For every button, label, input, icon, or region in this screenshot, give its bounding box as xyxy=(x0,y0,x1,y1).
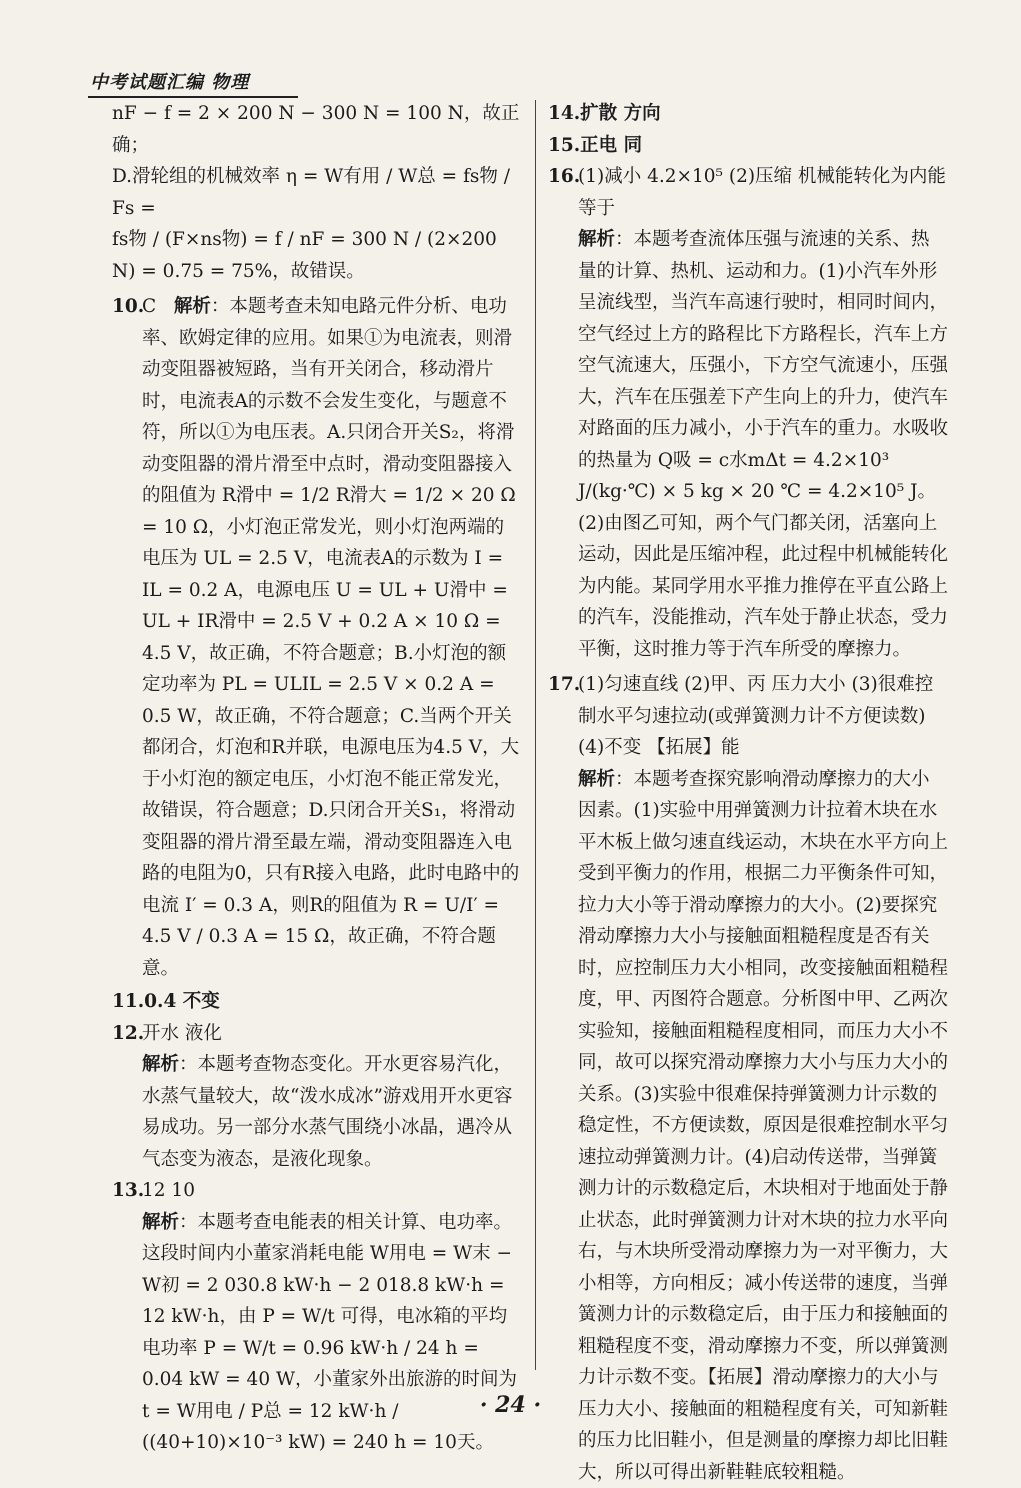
question-16 xyxy=(548,161,948,665)
q16-number: 16. xyxy=(548,166,581,187)
q12-analysis-label: 解析 xyxy=(142,1054,180,1075)
q10-number: 10. xyxy=(112,296,145,317)
q13-analysis-text: ：本题考查电能表的相关计算、电功率。这段时间内小董家消耗电能 W用电 = W末 − W初 = 2 030.8 kW·h − 2 018.8 kW·h = 12 kW·h，由 P = W/t 可得，电冰箱的平均电功率 P = W/t = 0.96 kW·h / 24 h = 0.04 kW = 40 W，小董家外出旅游的时间为 t = W用电 / P总 = 12 kW·h / ((40+10)×10⁻³ kW) = 240 h = 10天。 xyxy=(142,1211,517,1453)
line-p2: D.滑轮组的机械效率 η = W有用 / W总 = fs物 / Fs = xyxy=(112,166,511,219)
q17-number: 17. xyxy=(548,674,581,695)
q13-answer: 12 10 xyxy=(142,1180,195,1201)
column-divider xyxy=(535,100,536,1370)
q10-analysis-text: ：本题考查未知电路元件分析、电功率、欧姆定律的应用。如果①为电流表，则滑动变阻器被短路，当有开关闭合，移动滑片时，电流表A的示数不会发生变化，与题意不符，所以①为电压表。A.只闭合开关S₂，将滑动变阻器的滑片滑至中点时，滑动变阻器接入的阻值为 R滑中 = 1/2 R滑大 = 1/2 × 20 Ω = 10 Ω，小灯泡正常发光，则小灯泡两端的电压为 UL = 2.5 V，电流表A的示数为 I = IL = 0.2 A，电源电压 U = UL + U滑中 = UL + IR滑中 = 2.5 V + 0.2 A × 10 Ω = 4.5 V，故正确，不符合题意；B.小灯泡的额定功率为 PL = ULIL = 2.5 V × 0.2 A = 0.5 W，故正确，不符合题意；C.当两个开关都闭合，灯泡和R并联，电源电压为4.5 V，大于小灯泡的额定电压，小灯泡不能正常发光，故错误，符合题意；D.只闭合开关S₁，将滑动变阻器的滑片滑至最左端，滑动变阻器连入电路的电阻为0，只有R接入电路，此时电路中的电流 I′ = 0.3 A，则R的阻值为 R = U/I′ = 4.5 V / 0.3 A = 15 Ω，故正确，不符合题意。 xyxy=(142,296,520,979)
question-14: 14.扩散 方向 xyxy=(548,103,661,124)
q12-answer: 开水 液化 xyxy=(142,1022,222,1044)
page-header: 中考试题汇编 物理 xyxy=(90,72,250,93)
q10-analysis-label: 解析 xyxy=(173,296,211,317)
question-11 xyxy=(112,986,522,1018)
page-number: · 24 · xyxy=(479,1392,542,1418)
line-p3: fs物 / (F×ns物) = f / nF = 300 N / (2×200 N) = 0.75 = 75%，故错误。 xyxy=(112,229,497,282)
line-p1: nF − f = 2 × 200 N − 300 N = 100 N，故正确； xyxy=(112,103,520,156)
q13-number: 13. xyxy=(112,1180,145,1201)
question-15: 15.正电 同 xyxy=(548,134,643,156)
q16-analysis-label: 解析 xyxy=(578,229,616,250)
left-column xyxy=(112,98,522,1459)
question-17 xyxy=(548,669,948,1488)
q16-answer: (1)减小 4.2×10⁵ (2)压缩 机械能转化为内能 等于 xyxy=(578,166,946,219)
right-column xyxy=(548,98,948,1488)
q12-number: 12. xyxy=(112,1022,145,1044)
question-12 xyxy=(112,1018,522,1176)
q13-analysis-label: 解析 xyxy=(142,1211,180,1233)
question-10 xyxy=(112,291,522,984)
q17-answer: (1)匀速直线 (2)甲、丙 压力大小 (3)很难控制水平匀速拉动(或弹簧测力计不方便读数) (4)不变 【拓展】能 xyxy=(578,674,934,758)
q11-line: 11.0.4 不变 xyxy=(112,991,220,1012)
q10-answer: C xyxy=(142,296,157,317)
q17-analysis-label: 解析 xyxy=(578,768,616,790)
q12-analysis-text: ：本题考查物态变化。开水更容易汽化，水蒸气量较大，故“泼水成冰”游戏用开水更容易成功。另一部分水蒸气围绕小冰晶，遇冷从气态变为液态，是液化现象。 xyxy=(142,1054,513,1170)
q17-analysis-text: ：本题考查探究影响滑动摩擦力的大小因素。(1)实验中用弹簧测力计拉着木块在水平木板上做匀速直线运动，木块在水平方向上受到平衡力的作用，根据二力平衡条件可知，拉力大小等于滑动摩擦力的大小。(2)要探究滑动摩擦力大小与接触面粗糙程度是否有关时，应控制压力大小相同，改变接触面粗糙程度，甲、丙图符合题意。分析图中甲、乙两次实验知，接触面粗糙程度相同，而压力大小不同，故可以探究滑动摩擦力大小与压力大小的关系。(3)实验中很难保持弹簧测力计示数的稳定性，不方便读数，原因是很难控制水平匀速拉动弹簧测力计。(4)启动传送带，当弹簧测力计的示数稳定后，木块相对于地面处于静止状态，此时弹簧测力计对木块的拉力水平向右，与木块所受滑动摩擦力为一对平衡力，大小相等，方向相反；减小传送带的速度，当弹簧测力计的示数稳定后，由于压力和接触面的粗糙程度不变，滑动摩擦力不变，所以弹簧测力计示数不变。【拓展】滑动摩擦力的大小与压力大小、接触面的粗糙程度有关，可知新鞋的压力比旧鞋小，但是测量的摩擦力却比旧鞋大，所以可得出新鞋鞋底较粗糙。 xyxy=(578,768,949,1483)
q16-analysis-text: ：本题考查流体压强与流速的关系、热量的计算、热机、运动和力。(1)小汽车外形呈流线型，当汽车高速行驶时，相同时间内，空气经过上方的路程比下方路程长，汽车上方空气流速大，压强小，下方空气流速小，压强大，汽车在压强差下产生向上的升力，使汽车对路面的压力减小，小于汽车的重力。水吸收的热量为 Q吸 = c水mΔt = 4.2×10³ J/(kg·℃) × 5 kg × 20 ℃ = 4.2×10⁵ J。(2)由图乙可知，两个气门都关闭，活塞向上运动，因此是压缩冲程，此过程中机械能转化为内能。某同学用水平推力推停在平直公路上的汽车，没能推动，汽车处于静止状态，受力平衡，这时推力等于汽车所受的摩擦力。 xyxy=(578,229,949,660)
